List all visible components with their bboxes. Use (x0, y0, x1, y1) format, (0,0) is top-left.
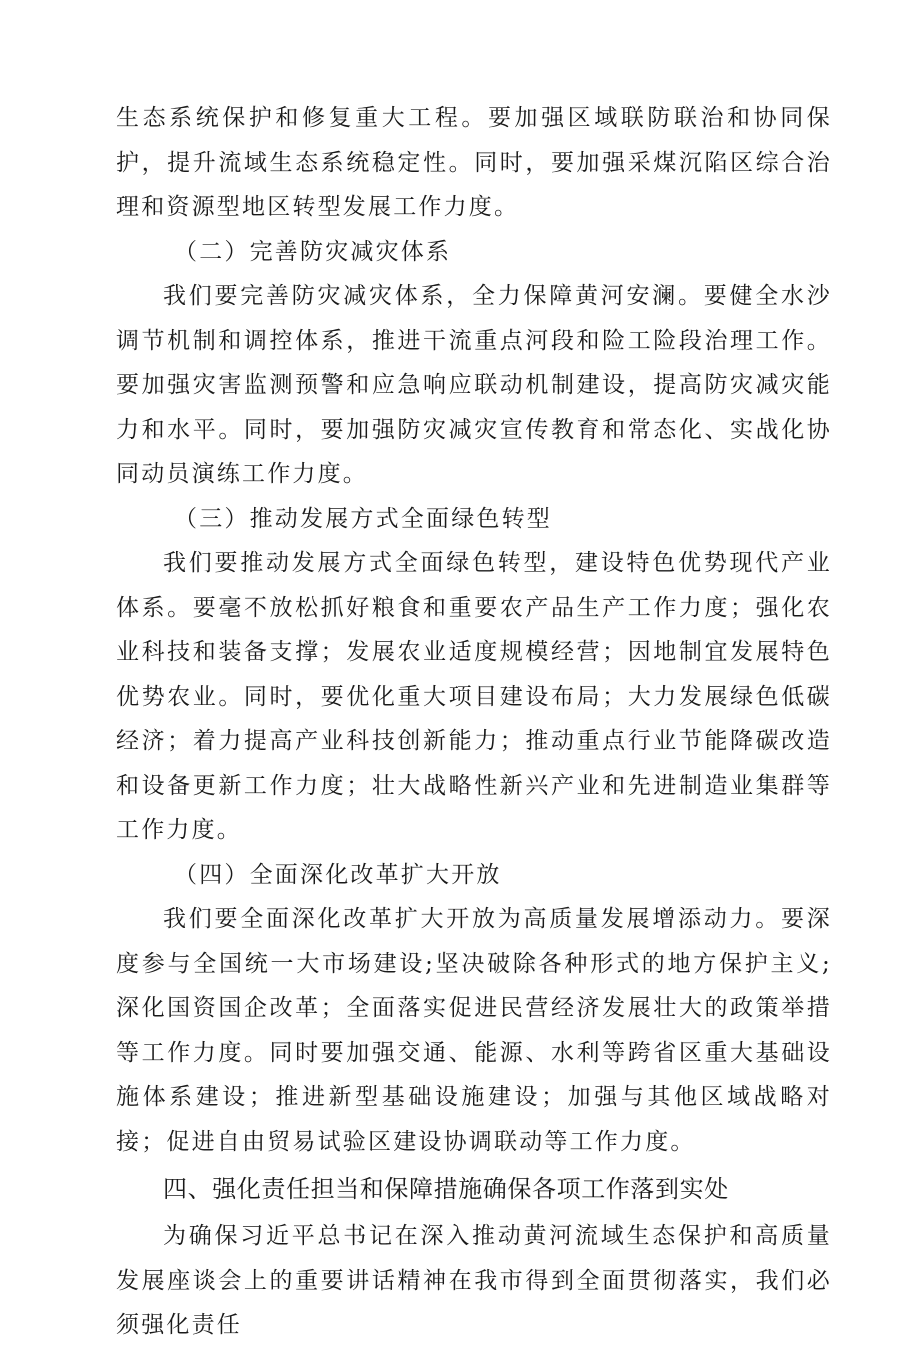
body-paragraph: 我们要推动发展方式全面绿色转型，建设特色优势现代产业体系。要毫不放松抓好粮食和重要农产品生产工作力度；强化农业科技和装备支撑；发展农业适度规模经营；因地制宜发展特色优势农业。同时，要优化重大项目建设布局；大力发展绿色低碳经济；着力提高产业科技创新能力；推动重点行业节能降碳改造和设备更新工作力度；壮大战略性新兴产业和先进制造业集群等工作力度。 (116, 550, 832, 843)
document-page (116, 96, 832, 1348)
body-paragraph: 我们要全面深化改革扩大开放为高质量发展增添动力。要深度参与全国统一大市场建设;坚决破除各种形式的地方保护主义;深化国资国企改革；全面落实促进民营经济发展壮大的政策举措等工作力度。同时要加强交通、能源、水利等跨省区重大基础设施体系建设；推进新型基础设施建设；加强与其他区域战略对接；促进自由贸易试验区建设协调联动等工作力度。 (116, 906, 832, 1155)
body-paragraph: 为确保习近平总书记在深入推动黄河流域生态保护和高质量发展座谈会上的重要讲话精神在我市得到全面贯彻落实，我们必须强化责任 (116, 1223, 832, 1338)
subsection-heading: （二）完善防灾减灾体系 (174, 238, 452, 265)
section-heading: 四、强化责任担当和保障措施确保各项工作落到实处 (163, 1175, 729, 1203)
subsection-heading: （四）全面深化改革扩大开放 (174, 861, 502, 888)
subsection-heading: （三）推动发展方式全面绿色转型 (174, 505, 552, 532)
body-paragraph: 我们要完善防灾减灾体系，全力保障黄河安澜。要健全水沙调节机制和调控体系，推进干流重点河段和险工险段治理工作。要加强灾害监测预警和应急响应联动机制建设，提高防灾减灾能力和水平。同时，要加强防灾减灾宣传教育和常态化、实战化协同动员演练工作力度。 (116, 283, 832, 487)
body-paragraph: 生态系统保护和修复重大工程。要加强区域联防联治和协同保护，提升流域生态系统稳定性。同时，要加强采煤沉陷区综合治理和资源型地区转型发展工作力度。 (116, 105, 832, 220)
